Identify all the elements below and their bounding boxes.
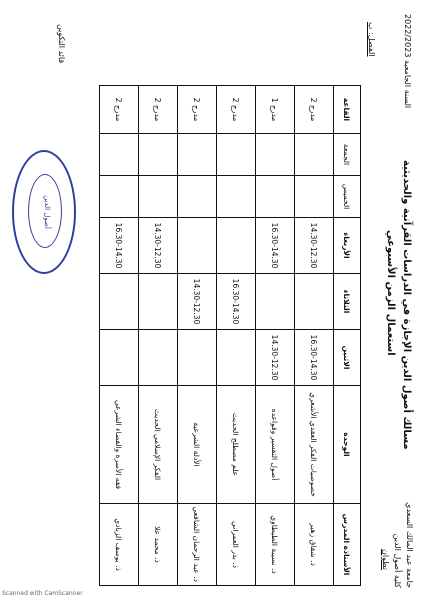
module-cell: أصول التفسير وقواعده xyxy=(256,386,295,504)
column-header: القاعة xyxy=(334,86,361,134)
time-cell xyxy=(217,134,256,176)
table-row xyxy=(295,86,334,586)
time-cell xyxy=(139,274,178,330)
column-header: الأستاذة المدرس xyxy=(334,504,361,586)
column-header: الثلاثاء xyxy=(334,274,361,330)
time-cell xyxy=(178,176,217,218)
time-cell xyxy=(100,134,139,176)
module-cell: فقه الأسرة والقضاء الشرعي xyxy=(100,386,139,504)
room-cell: مدرج 2 xyxy=(295,86,334,134)
time-cell xyxy=(217,330,256,386)
table-row xyxy=(256,86,295,586)
time-cell: 16.30-14.30 xyxy=(256,218,295,274)
time-cell xyxy=(256,274,295,330)
time-cell xyxy=(139,176,178,218)
time-cell: 14.30-12.30 xyxy=(295,218,334,274)
table-row xyxy=(100,86,139,586)
university-name: جامعة عبد المالك السعدي xyxy=(405,502,414,588)
teacher-cell: ذ. نسيبة الطيطاوي xyxy=(256,504,295,586)
room-cell: مدرج 1 xyxy=(256,86,295,134)
time-cell: 14.30-12.30 xyxy=(139,218,178,274)
time-cell xyxy=(295,176,334,218)
column-header: الوحدة xyxy=(334,386,361,504)
time-cell xyxy=(295,274,334,330)
scanner-watermark: Scanned with CamScanner xyxy=(2,590,83,597)
time-cell xyxy=(295,134,334,176)
room-cell: مدرج 2 xyxy=(139,86,178,134)
teacher-cell: ذ. عبد الرحمان الشافعي xyxy=(178,504,217,586)
time-cell xyxy=(178,134,217,176)
document-subtitle: استعمال الزمن الأسبوعي xyxy=(385,230,396,356)
time-cell: 16.30-14.30 xyxy=(217,274,256,330)
room-cell: مدرج 2 xyxy=(178,86,217,134)
teacher-cell: ذ. يوسف الزبادي xyxy=(100,504,139,586)
module-cell: علم مصطلح الحديث xyxy=(217,386,256,504)
column-header: الجمعة xyxy=(334,134,361,176)
teacher-cell: ذ. بدر العمراني xyxy=(217,504,256,586)
official-stamp xyxy=(12,150,76,274)
table-row xyxy=(139,86,178,586)
college-name: كلية أصول الدين xyxy=(393,533,402,588)
module-cell: الفكر الإسلامي الحديث xyxy=(139,386,178,504)
time-cell: 14.30-12.30 xyxy=(256,330,295,386)
time-cell xyxy=(178,330,217,386)
time-cell xyxy=(217,218,256,274)
time-cell: 16.30-14.30 xyxy=(295,330,334,386)
table-row xyxy=(178,86,217,586)
table-row xyxy=(217,86,256,586)
academic-year: السنة الجامعية 2022/2023 xyxy=(403,14,412,109)
table-header-row xyxy=(334,86,361,586)
time-cell: 14.30-12.30 xyxy=(178,274,217,330)
time-cell xyxy=(139,330,178,386)
module-cell: خصوصيات الفكر العقدي الأشعري xyxy=(295,386,334,504)
module-cell: الأدلة الشرعية xyxy=(178,386,217,504)
schedule-table xyxy=(99,85,361,586)
document-title: مسالك أصول الدين الإجازة في الدراسات القرآنية والحديثية xyxy=(401,160,412,450)
teacher-cell: ذ. محمد علا xyxy=(139,504,178,586)
stamp-text: أصول الدين xyxy=(43,195,51,229)
time-cell xyxy=(100,274,139,330)
column-header: الخميس xyxy=(334,176,361,218)
time-cell xyxy=(256,134,295,176)
time-cell xyxy=(217,176,256,218)
time-cell xyxy=(256,176,295,218)
column-header: الاثنين xyxy=(334,330,361,386)
time-cell xyxy=(100,330,139,386)
city-name: تطوان xyxy=(381,548,390,570)
teacher-cell: ذ. شقاق زهير xyxy=(295,504,334,586)
time-cell xyxy=(178,218,217,274)
column-header: الأربعاء xyxy=(334,218,361,274)
time-cell xyxy=(100,176,139,218)
room-cell: مدرج 2 xyxy=(100,86,139,134)
time-cell: 16.30-14.30 xyxy=(100,218,139,274)
room-cell: مدرج 2 xyxy=(217,86,256,134)
semester-label: الفصل: ب xyxy=(367,22,376,57)
signature-label: قائد التكوين xyxy=(57,24,66,64)
time-cell xyxy=(139,134,178,176)
